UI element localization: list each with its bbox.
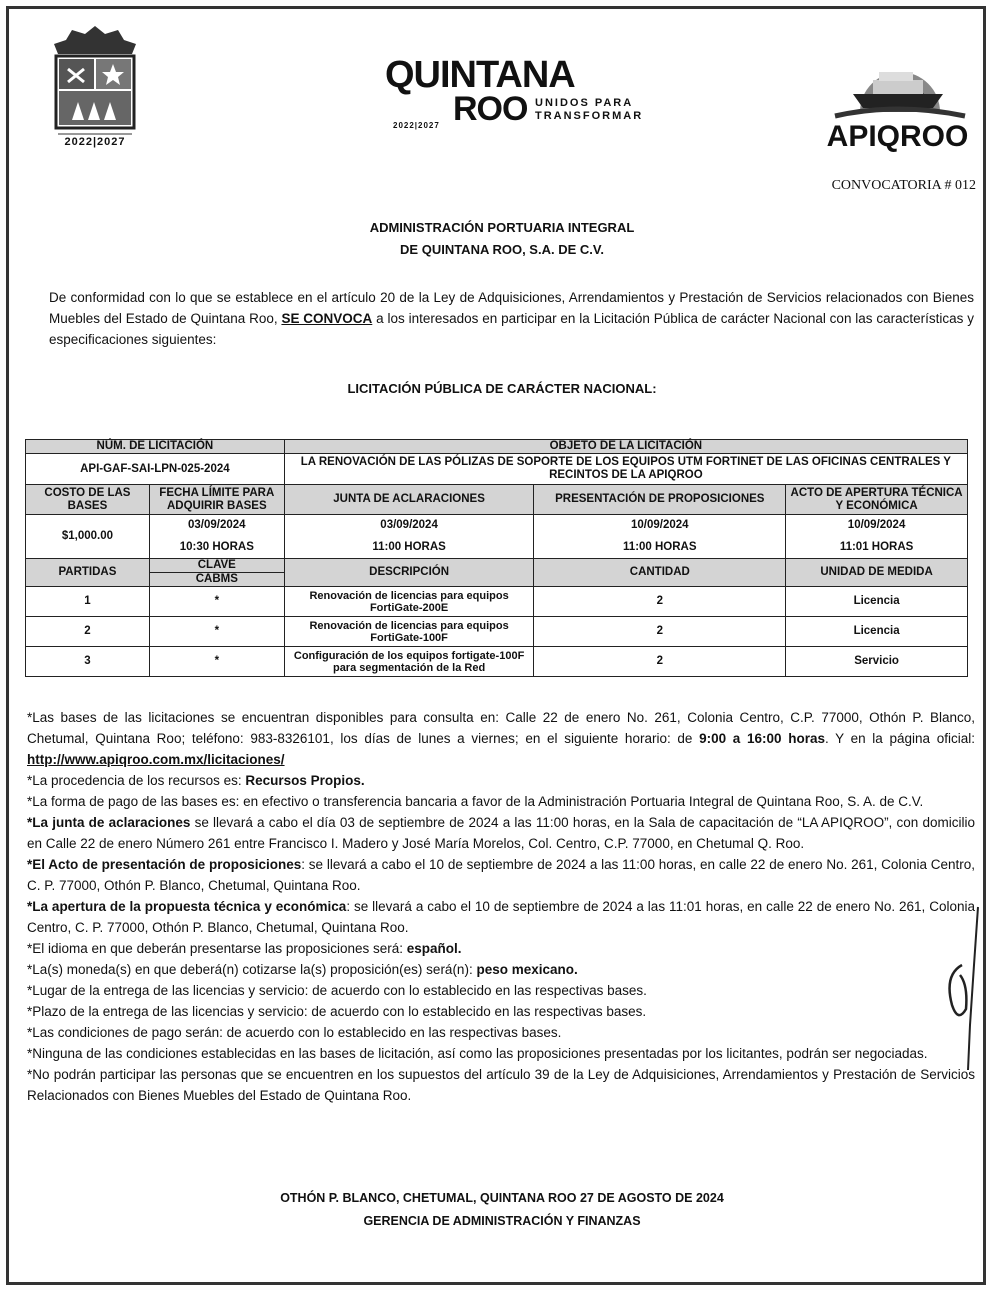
note-apertura <box>27 896 975 938</box>
row-unidad: Licencia <box>786 587 968 617</box>
apertura-value <box>786 515 968 559</box>
footer-place-date: OTHÓN P. BLANCO, CHETUMAL, QUINTANA ROO 27 DE AGOSTO DE 2024 <box>280 1191 724 1205</box>
row-partida: 3 <box>26 647 150 677</box>
logo-years: 2022|2027 <box>393 121 440 130</box>
header-apertura: ACTO DE APERTURA TÉCNICA Y ECONÓMICA <box>786 485 968 515</box>
presentacion-value <box>534 515 786 559</box>
row-cantidad: 2 <box>534 647 786 677</box>
licitacion-objeto: LA RENOVACIÓN DE LAS PÓLIZAS DE SOPORTE DE LOS EQUIPOS UTM FORTINET DE LAS OFICINAS CENTRALES Y RECINTOS DE LA APIQROO <box>284 454 967 485</box>
junta-value <box>284 515 534 559</box>
apiqroo-logo-text: APIQROO <box>826 120 969 153</box>
row-clave: * <box>149 617 284 647</box>
row-unidad: Licencia <box>786 617 968 647</box>
row-partida: 2 <box>26 617 150 647</box>
header-presentacion: PRESENTACIÓN DE PROPOSICIONES <box>534 485 786 515</box>
note-text: : se llevará a cabo el 10 de septiembre de 2024 a las 11:01 horas, en calle 22 de enero No. 261, Colonia Centro, C. P. 77000, Othón P. Blanco, Chetumal, Quintana Roo. <box>27 899 975 935</box>
fecha-limite-time: 10:30 HORAS <box>179 541 254 553</box>
header-descripcion: DESCRIPCIÓN <box>284 559 534 587</box>
licitacion-number: API-GAF-SAI-LPN-025-2024 <box>26 454 285 485</box>
junta-time: 11:00 HORAS <box>372 541 446 553</box>
row-clave: * <box>149 647 284 677</box>
table-row <box>26 647 968 677</box>
apiqroo-logo <box>815 32 980 157</box>
row-unidad: Servicio <box>786 647 968 677</box>
row-cantidad: 2 <box>534 617 786 647</box>
row-cantidad: 2 <box>534 587 786 617</box>
header-fecha-limite: FECHA LÍMITE PARA ADQUIRIR BASES <box>149 485 284 515</box>
handwritten-signature <box>938 905 988 1075</box>
note-junta <box>27 812 975 854</box>
note-text: *Las bases de las licitaciones se encuentran disponibles para consulta en: Calle 22 de enero No. 261, Colonia Centro, C.P. 77000, Othón P. Blanco, Chetumal, Quintana Roo; teléfono: 983-8326101, los días de lunes a viernes; en el siguiente horario: de <box>27 710 975 746</box>
header-num-licitacion: NÚM. DE LICITACIÓN <box>26 440 285 454</box>
intro-se-convoca: SE CONVOCA <box>281 311 373 326</box>
organization-title-line2: DE QUINTANA ROO, S.A. DE C.V. <box>400 242 604 257</box>
header-cantidad: CANTIDAD <box>534 559 786 587</box>
note-condiciones-pago: *Las condiciones de pago serán: de acuerdo con lo establecido en las respectivas bases. <box>27 1025 562 1040</box>
official-page-link[interactable]: http://www.apiqroo.com.mx/licitaciones/ <box>27 752 285 767</box>
note-bold: español. <box>406 941 462 956</box>
note-text: se llevará a cabo el día 03 de septiembre de 2024 a las 11:00 horas, en la Sala de capacitación de “LA APIQROO”, con domicilio en Calle 22 de enero Número 261 entre Francisco I. Madero y José María Morelos, Col. Centro, C.P. 77000, en Chetumal Q. Roo. <box>27 815 975 851</box>
note-moneda <box>27 959 975 980</box>
presentacion-date: 10/09/2024 <box>631 519 689 531</box>
header-cabms: CABMS <box>149 573 284 587</box>
note-impedimentos: *No podrán participar las personas que se encuentren en los supuestos del artículo 39 de la Ley de Adquisiciones, Arrendamientos y Prestación de Servicios Relacionados con Bienes Muebles del Estado de Quintana Roo. <box>27 1067 975 1103</box>
intro-text-start: De conformidad con lo que se establece en el artículo 20 de la Ley de Adquisiciones, Arrendamientos y Prestación de Servicios relacionados con Bienes Muebles del Estado de Quintana Roo, <box>49 290 974 326</box>
logo-tagline-line1: UNIDOS PARA <box>535 97 634 109</box>
note-recursos <box>27 770 975 791</box>
intro-paragraph <box>49 287 974 350</box>
fecha-limite-value <box>149 515 284 559</box>
row-descripcion: Configuración de los equipos fortigate-100F para segmentación de la Red <box>284 647 534 677</box>
notes-section <box>27 707 975 1106</box>
intro-text-end: a los interesados en participar en la Licitación Pública de carácter Nacional con las características y especificaciones siguientes: <box>49 311 975 347</box>
row-descripcion: Renovación de licencias para equipos FortiGate-100F <box>284 617 534 647</box>
note-lugar-entrega: *Lugar de la entrega de las licencias y servicio: de acuerdo con lo establecido en las respectivas bases. <box>27 983 647 998</box>
apertura-time: 11:01 HORAS <box>839 541 914 553</box>
table-row <box>26 587 968 617</box>
coat-of-arms-years: 2022|2027 <box>64 136 126 148</box>
note-forma-pago: *La forma de pago de las bases es: en efectivo o transferencia bancaria a favor de la Administración Portuaria Integral de Quintana Roo, S. A. de C.V. <box>27 794 924 809</box>
note-bold: *La apertura de la propuesta técnica y económica <box>27 899 347 914</box>
note-idioma <box>27 938 975 959</box>
note-text: *El idioma en que deberán presentarse las proposiciones será: <box>27 941 407 956</box>
header-unidad: UNIDAD DE MEDIDA <box>786 559 968 587</box>
header-junta: JUNTA DE ACLARACIONES <box>284 485 534 515</box>
costo-value: $1,000.00 <box>26 515 150 559</box>
note-bold: *La junta de aclaraciones <box>27 815 191 830</box>
table-row <box>26 617 968 647</box>
note-text: *La procedencia de los recursos es: <box>27 773 246 788</box>
header-clave: CLAVE <box>149 559 284 573</box>
row-partida: 1 <box>26 587 150 617</box>
note-bold: peso mexicano. <box>476 962 578 977</box>
organization-title-line1: ADMINISTRACIÓN PORTUARIA INTEGRAL <box>369 220 635 235</box>
presentacion-time: 11:00 HORAS <box>623 541 697 553</box>
note-bold: 9:00 a 16:00 horas <box>699 731 825 746</box>
note-text: : se llevará a cabo el 10 de septiembre de 2024 a las 11:00 horas, en calle 22 de enero No. 261, Colonia Centro, C. P. 77000, Othón P. Blanco, Chetumal, Quintana Roo. <box>27 857 976 893</box>
note-text: *La(s) moneda(s) en que deberá(n) cotizarse la(s) proposición(es) será(n): <box>27 962 477 977</box>
footer-department: GERENCIA DE ADMINISTRACIÓN Y FINANZAS <box>363 1214 641 1228</box>
header-costo: COSTO DE LAS BASES <box>26 485 150 515</box>
state-coat-of-arms-logo <box>50 24 140 154</box>
logo-name-line2: ROO <box>453 90 528 128</box>
bidding-table <box>25 439 968 677</box>
note-plazo-entrega: *Plazo de la entrega de las licencias y servicio: de acuerdo con lo establecido en las respectivas bases. <box>27 1004 647 1019</box>
header-objeto: OBJETO DE LA LICITACIÓN <box>284 440 967 454</box>
note-bold: Recursos Propios. <box>245 773 365 788</box>
note-presentacion <box>27 854 975 896</box>
header-partidas: PARTIDAS <box>26 559 150 587</box>
apertura-date: 10/09/2024 <box>847 519 906 531</box>
quintana-roo-logo <box>385 54 644 145</box>
logo-name-line1: QUINTANA <box>385 54 575 96</box>
logo-tagline-line2: TRANSFORMAR <box>535 110 644 122</box>
note-negociacion: *Ninguna de las condiciones establecidas en las bases de licitación, así como las proposiciones presentadas por los licitantes, podrán ser negociadas. <box>27 1046 928 1061</box>
junta-date: 03/09/2024 <box>380 519 438 531</box>
fecha-limite-date: 03/09/2024 <box>188 519 246 531</box>
note-bold: *El Acto de presentación de proposiciones <box>27 857 302 872</box>
convocatoria-number: CONVOCATORIA # 012 <box>831 178 976 193</box>
note-text: . Y en la página oficial: <box>824 731 975 746</box>
section-title: LICITACIÓN PÚBLICA DE CARÁCTER NACIONAL: <box>347 381 657 396</box>
row-clave: * <box>149 587 284 617</box>
note-bases <box>27 707 975 770</box>
row-descripcion: Renovación de licencias para equipos FortiGate-200E <box>284 587 534 617</box>
